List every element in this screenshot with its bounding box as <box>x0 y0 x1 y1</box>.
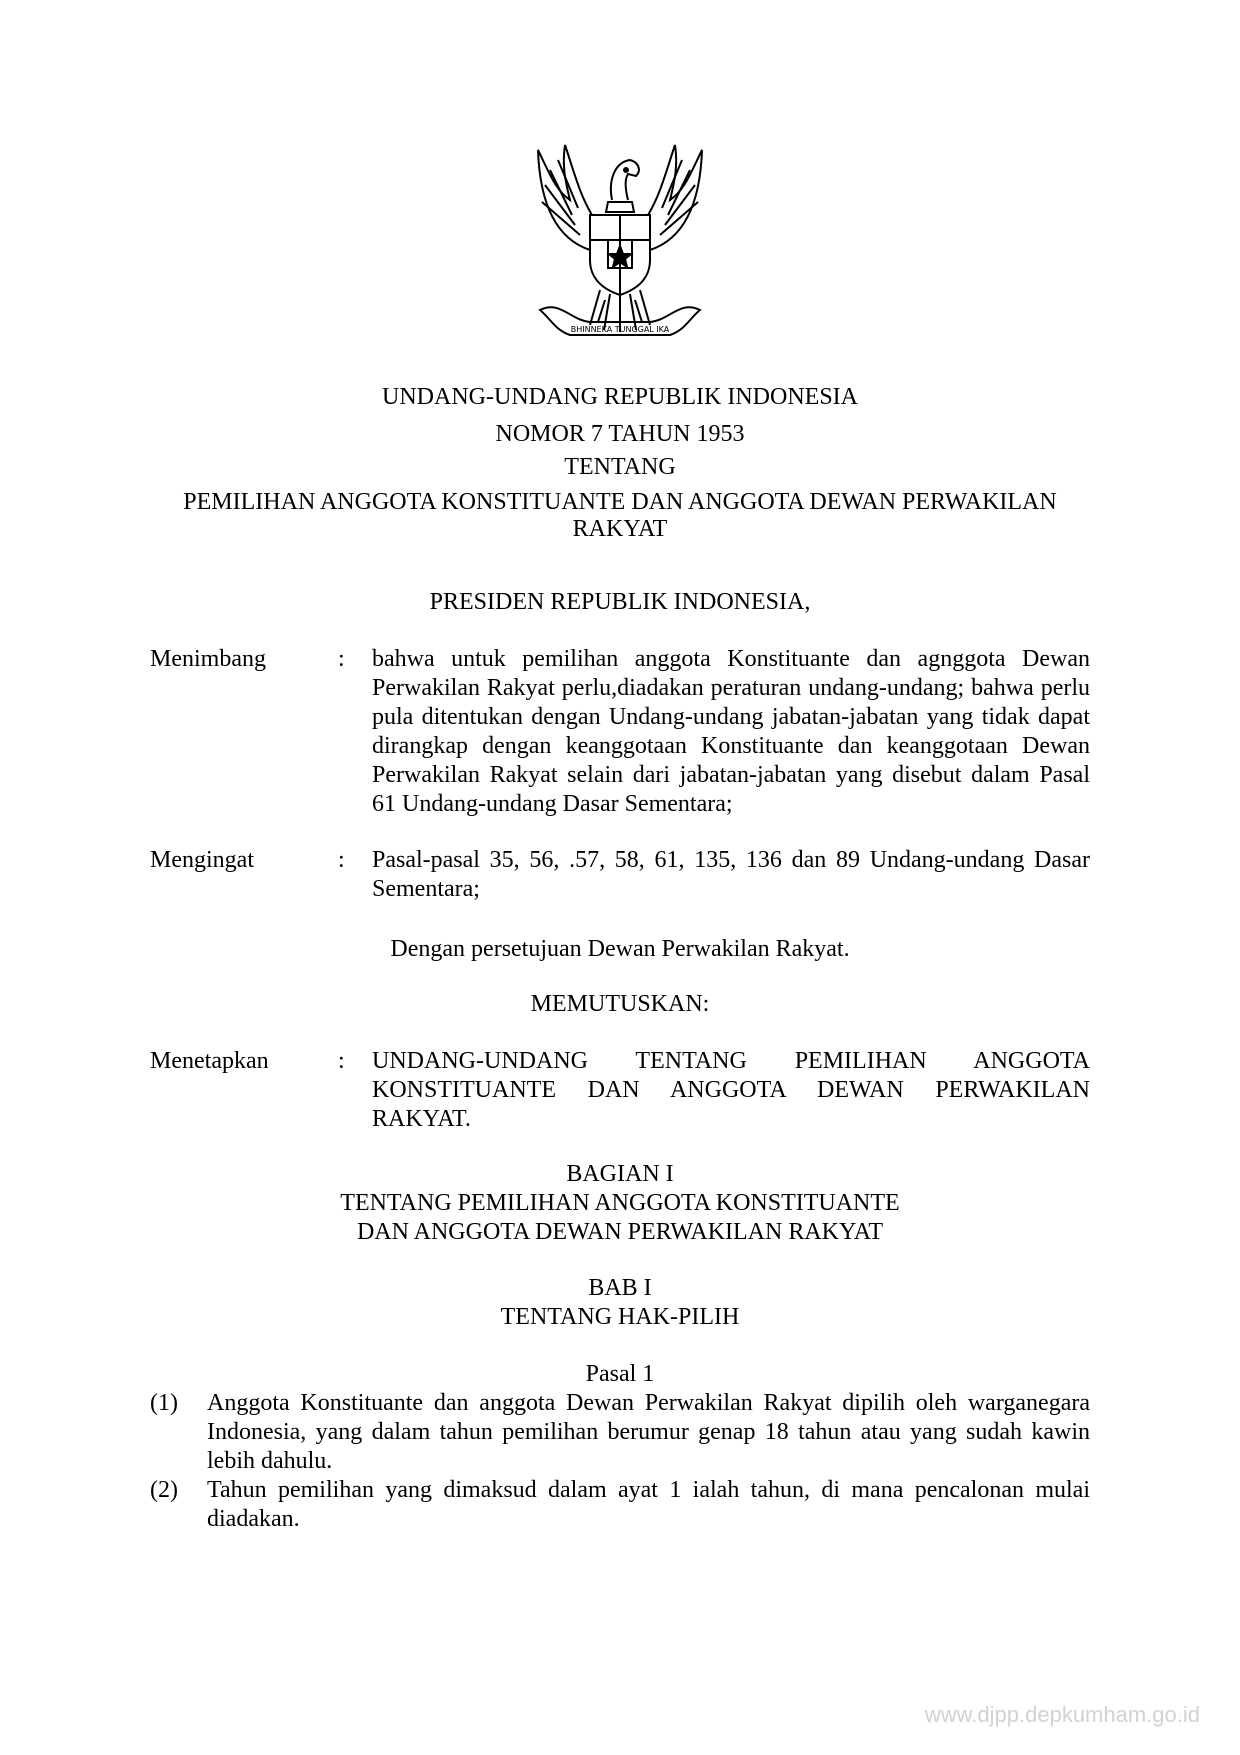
bagian-title: BAGIAN I <box>566 1161 674 1187</box>
mengingat-label: Mengingat <box>150 847 254 873</box>
mengingat-text: Pasal-pasal 35, 56, .57, 58, 61, 135, 136 dan 89 Undang-undang Dasar Sementara; <box>372 847 1090 902</box>
menetapkan-line-2: KONSTITUANTE DAN ANGGOTA DEWAN PERWAKILAN <box>372 1077 1090 1103</box>
pasal-item-number: (1) <box>150 1390 178 1416</box>
garuda-emblem-icon <box>520 140 720 360</box>
pasal-item-number: (2) <box>150 1477 178 1503</box>
menetapkan-line-1: UNDANG-UNDANG TENTANG PEMILIHAN ANGGOTA <box>372 1048 1090 1074</box>
menetapkan-label: Menetapkan <box>150 1048 269 1074</box>
pasal-item-text: Tahun pemilihan yang dimaksud dalam ayat 1 ialah tahun, di mana pencalonan mulai diadakan. <box>207 1477 1090 1532</box>
pasal-title: Pasal 1 <box>585 1361 655 1387</box>
menimbang-text: bahwa untuk pemilihan anggota Konstituante dan agnggota Dewan Perwakilan Rakyat perlu,diadakan peraturan undang-undang; bahwa perlu pula ditentukan dengan Undang-undang jabatan-jabatan yang tidak dapat dirangkap dengan keanggotaan Konstituante dan keanggotaan Dewan Perwakilan Rakyat selain dari jabatan-jabatan yang disebut dalam Pasal 61 Undang-undang Dasar Sementara; <box>372 646 1090 817</box>
bab-subtitle: TENTANG HAK-PILIH <box>500 1304 740 1330</box>
memutuskan-heading: MEMUTUSKAN: <box>530 991 710 1017</box>
emblem-motto: BHINNEKA TUNGGAL IKA <box>570 325 670 334</box>
title-line-2: NOMOR 7 TAHUN 1953 <box>495 421 745 447</box>
bagian-line-2: DAN ANGGOTA DEWAN PERWAKILAN RAKYAT <box>356 1219 884 1245</box>
menetapkan-colon: : <box>338 1048 345 1074</box>
title-line-1: UNDANG-UNDANG REPUBLIK INDONESIA <box>382 384 858 410</box>
title-line-3: TENTANG <box>564 454 676 480</box>
pasal-item-text: Anggota Konstituante dan anggota Dewan Perwakilan Rakyat dipilih oleh warganegara Indonesia, yang dalam tahun pemilihan berumur genap 18 tahun atau yang sudah kawin lebih dahulu. <box>207 1390 1090 1474</box>
title-line-4: PEMILIHAN ANGGOTA KONSTITUANTE DAN ANGGOTA DEWAN PERWAKILAN <box>183 489 1057 515</box>
menimbang-colon: : <box>338 646 345 672</box>
source-watermark: www.djpp.depkumham.go.id <box>924 1702 1200 1727</box>
persetujuan-text: Dengan persetujuan Dewan Perwakilan Rakyat. <box>390 936 850 962</box>
menetapkan-line-3: RAKYAT. <box>372 1106 471 1132</box>
bagian-line-1: TENTANG PEMILIHAN ANGGOTA KONSTITUANTE <box>340 1190 900 1216</box>
menimbang-label: Menimbang <box>150 646 266 672</box>
bab-title: BAB I <box>588 1275 652 1301</box>
president-heading: PRESIDEN REPUBLIK INDONESIA, <box>429 589 811 615</box>
title-line-5: RAKYAT <box>572 516 668 542</box>
mengingat-colon: : <box>338 847 345 873</box>
